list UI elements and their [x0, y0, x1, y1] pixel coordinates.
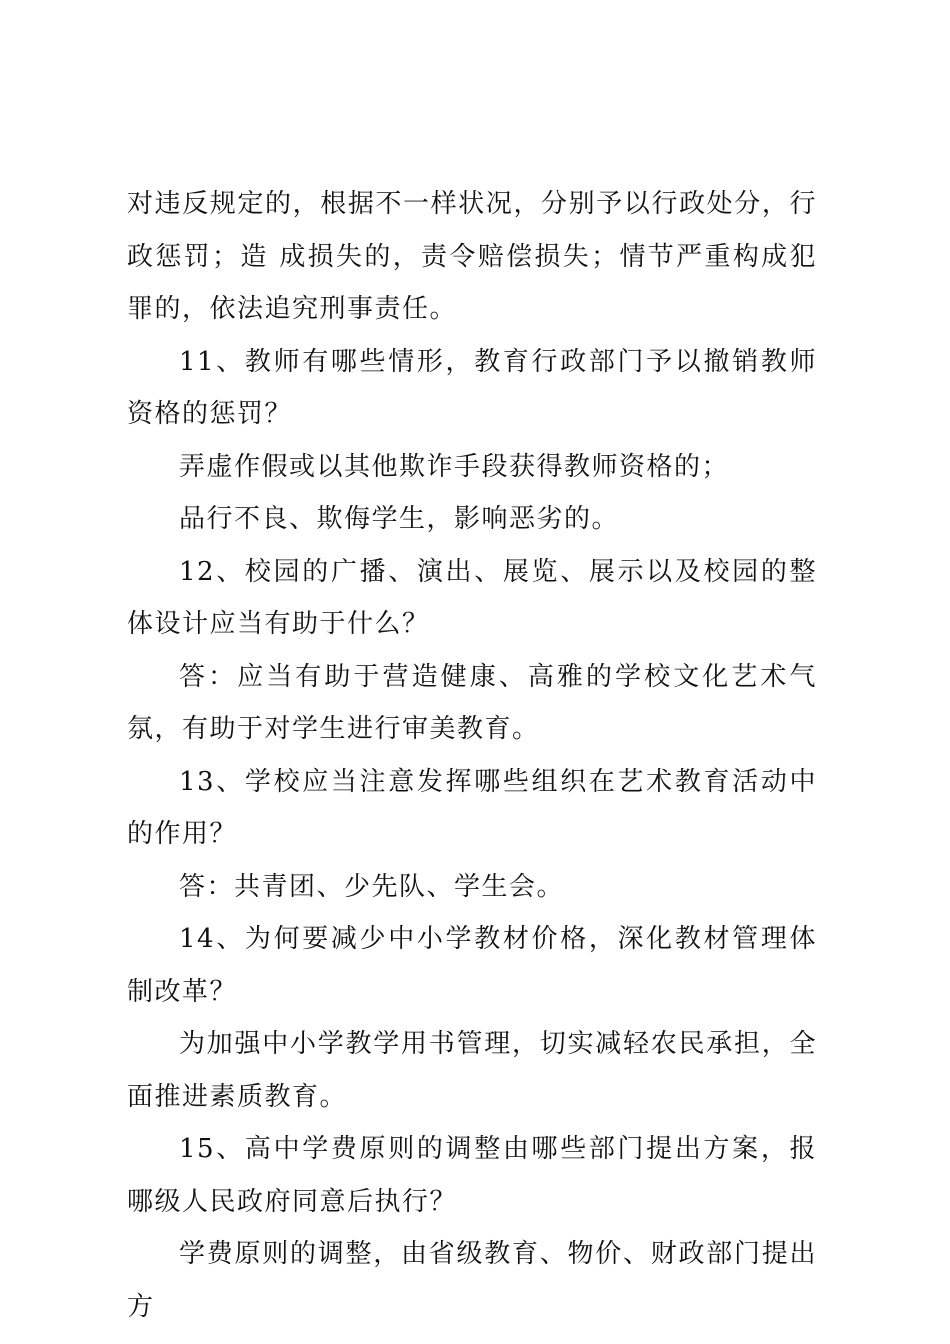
question-13: 13、学校应当注意发挥哪些组织在艺术教育活动中的作用？: [127, 766, 817, 849]
question-14: 14、为何要减少中小学教材价格，深化教材管理体制改革？: [127, 924, 817, 1007]
answer-14: 为加强中小学教学用书管理，切实减轻农民承担，全面推进素质教育。: [127, 1029, 817, 1112]
answer-13: 答：共青团、少先队、学生会。: [179, 871, 565, 902]
document-body: [127, 178, 817, 1333]
answer-11-item-2: 品行不良、欺侮学生，影响恶劣的。: [179, 504, 620, 534]
question-15: 15、高中学费原则的调整由哪些部门提出方案，报哪级人民政府同意后执行？: [127, 1134, 817, 1217]
answer-15: 学费原则的调整，由省级教育、物价、财政部门提出方: [127, 1239, 817, 1322]
answer-11-item-1: 弄虚作假或以其他欺诈手段获得教师资格的；: [179, 451, 730, 482]
question-11: 11、教师有哪些情形，教育行政部门予以撤销教师资格的惩罚？: [127, 346, 817, 429]
paragraph-continuation: 对违反规定的，根据不一样状况，分别予以行政处分，行政惩罚；造 成损失的，责令赔偿损失；情节严重构成犯罪的，依法追究刑事责任。: [127, 189, 817, 324]
question-12: 12、校园的广播、演出、展览、展示以及校园的整体设计应当有助于什么？: [127, 556, 817, 639]
answer-12: 答：应当有助于营造健康、高雅的学校文化艺术气氛，有助于对学生进行审美教育。: [127, 661, 817, 744]
